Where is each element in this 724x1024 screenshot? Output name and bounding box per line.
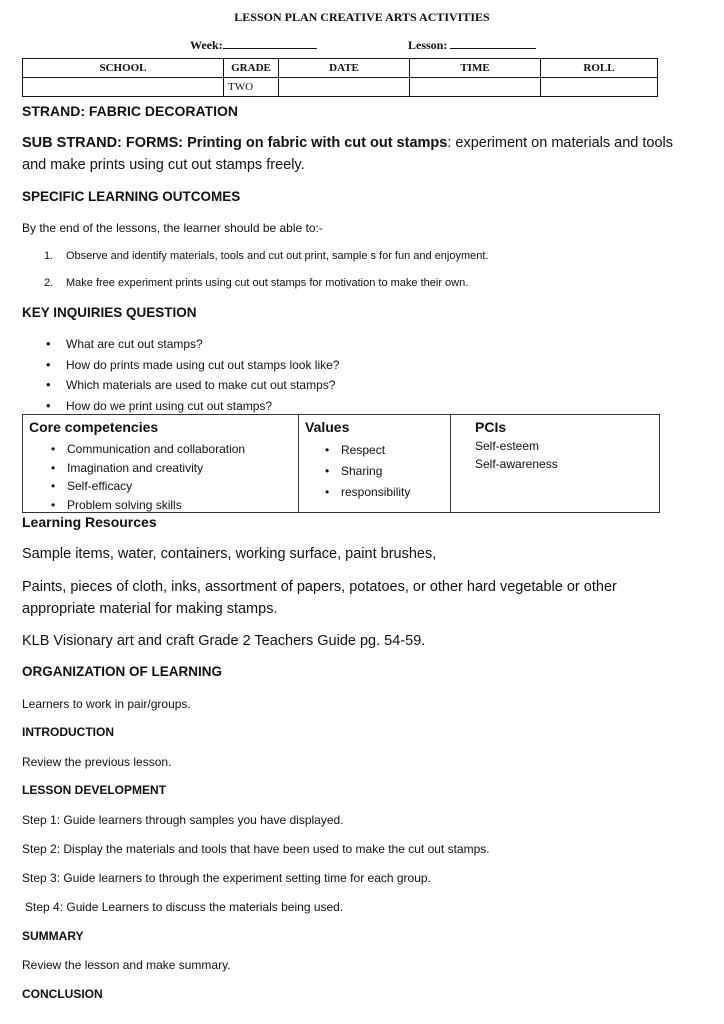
page-title: LESSON PLAN CREATIVE ARTS ACTIVITIES — [234, 10, 490, 24]
pcis-heading: PCIs — [475, 419, 507, 435]
roll-cell — [541, 78, 658, 97]
sub-strand-title: SUB STRAND: FORMS: Printing on fabric with cut out stamps — [22, 135, 448, 151]
development-heading: LESSON DEVELOPMENT — [22, 783, 167, 797]
development-step: Step 1: Guide learners through samples you have displayed. — [22, 813, 344, 827]
lesson-blank — [450, 37, 536, 49]
introduction-text: Review the previous lesson. — [22, 755, 172, 769]
core-competencies-list — [45, 440, 245, 514]
values-heading: Values — [305, 419, 350, 435]
week-field — [190, 37, 317, 53]
school-cell — [23, 78, 224, 97]
value-item: • Sharing — [319, 461, 410, 482]
competency-item: • Imagination and creativity — [45, 459, 245, 478]
outcome-text: Make free experiment prints using cut out stamps for motivation to make their own. — [66, 277, 469, 289]
development-step: Step 2: Display the materials and tools that have been used to make the cut out stamps. — [22, 842, 490, 856]
outcome-text: Observe and identify materials, tools and cut out print, sample s for fun and enjoyment. — [66, 250, 489, 262]
summary-text: Review the lesson and make summary. — [22, 958, 231, 972]
value-item: • responsibility — [319, 482, 410, 503]
outcomes-intro: By the end of the lessons, the learner should be able to:- — [22, 221, 323, 235]
conclusion-heading: CONCLUSION — [22, 987, 103, 1001]
pci-item: Self-awareness — [475, 457, 558, 471]
sub-strand-rest: : experiment on materials and tools — [447, 135, 674, 151]
sub-strand-line2: and make prints using cut out stamps freely. — [22, 157, 305, 173]
summary-heading: SUMMARY — [22, 929, 84, 943]
grade-header: GRADE — [224, 59, 279, 78]
lesson-label: Lesson: — [408, 38, 448, 52]
inquiry-item: • What are cut out stamps? — [44, 334, 339, 355]
time-header: TIME — [410, 59, 541, 78]
core-competencies-heading: Core competencies — [29, 419, 159, 435]
time-cell — [410, 78, 541, 97]
core-competencies-column — [23, 415, 299, 512]
resources-reference: KLB Visionary art and craft Grade 2 Teachers Guide pg. 54-59. — [22, 633, 426, 649]
lesson-field — [408, 37, 536, 53]
outcome-item: 2. Make free experiment prints using cut out stamps for motivation to make their own. — [44, 277, 469, 289]
inquiry-item: • How do prints made using cut out stamps look like? — [44, 355, 339, 376]
inquiry-item: • How do we print using cut out stamps? — [44, 396, 339, 417]
roll-header: ROLL — [541, 59, 658, 78]
competencies-table — [22, 414, 660, 513]
resources-line: Paints, pieces of cloth, inks, assortment of papers, potatoes, or other hard vegetable or other — [22, 579, 617, 595]
strand-heading: STRAND: FABRIC DECORATION — [22, 103, 238, 119]
school-header: SCHOOL — [23, 59, 224, 78]
inquiry-list — [44, 334, 339, 416]
competency-item: • Problem solving skills — [45, 496, 245, 515]
week-blank — [223, 37, 317, 49]
resources-line: appropriate material for making stamps. — [22, 601, 278, 617]
values-list — [319, 440, 410, 503]
organization-text: Learners to work in pair/groups. — [22, 697, 191, 711]
sub-strand — [22, 132, 712, 176]
organization-heading: ORGANIZATION OF LEARNING — [22, 664, 222, 679]
outcomes-heading: SPECIFIC LEARNING OUTCOMES — [22, 189, 241, 204]
introduction-heading: INTRODUCTION — [22, 725, 114, 739]
values-column — [299, 415, 451, 512]
date-header: DATE — [279, 59, 410, 78]
competency-item: • Communication and collaboration — [45, 440, 245, 459]
week-label: Week: — [190, 38, 223, 52]
inquiry-heading: KEY INQUIRIES QUESTION — [22, 305, 197, 320]
pcis-column — [451, 415, 659, 512]
outcome-item: 1. Observe and identify materials, tools and cut out print, sample s for fun and enjoyment. — [44, 250, 489, 262]
development-step: Step 4: Guide Learners to discuss the materials being used. — [25, 900, 344, 914]
inquiry-item: • Which materials are used to make cut out stamps? — [44, 375, 339, 396]
value-item: • Respect — [319, 440, 410, 461]
pci-item: Self-esteem — [475, 439, 540, 453]
development-step: Step 3: Guide learners to through the experiment setting time for each group. — [22, 871, 431, 885]
resources-heading: Learning Resources — [22, 514, 157, 530]
date-cell — [279, 78, 410, 97]
resources-line: Sample items, water, containers, working surface, paint brushes, — [22, 546, 437, 562]
grade-value: TWO — [224, 78, 279, 97]
header-table — [22, 58, 658, 97]
competency-item: • Self-efficacy — [45, 477, 245, 496]
